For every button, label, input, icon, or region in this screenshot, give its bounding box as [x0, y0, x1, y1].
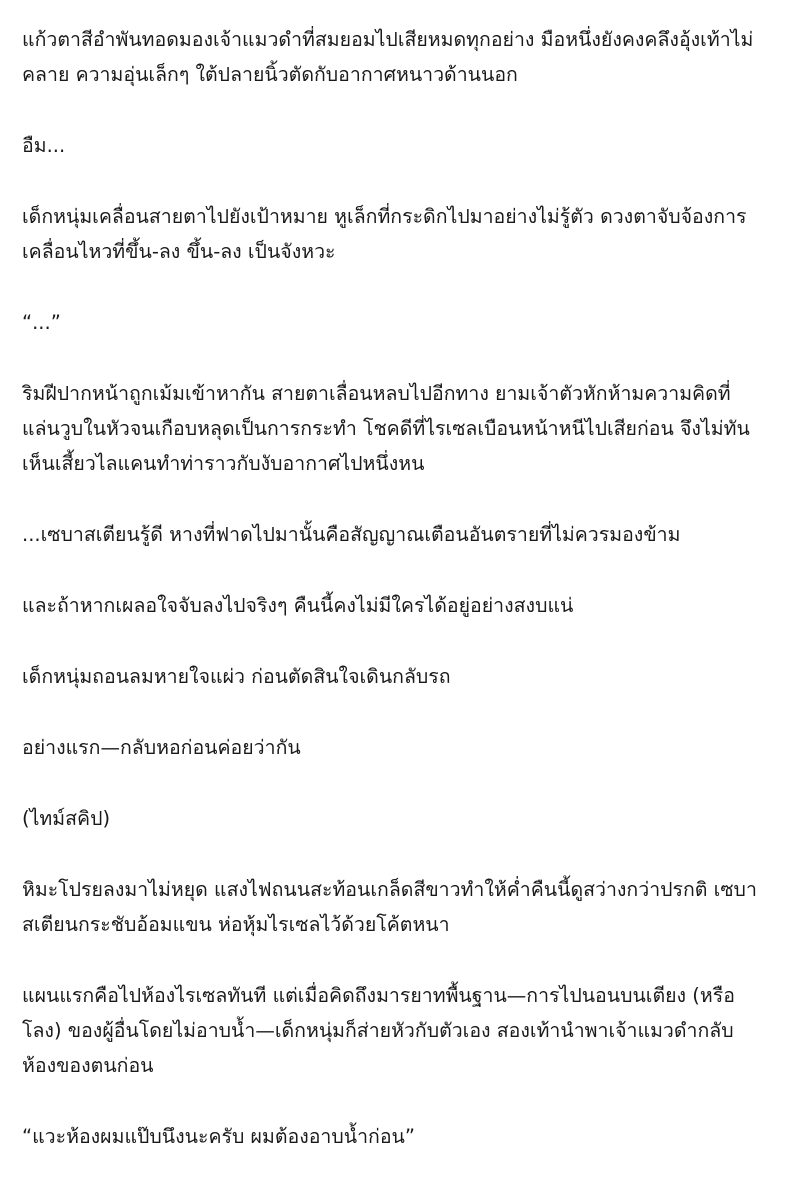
text-line: ห้องของตนก่อน	[22, 1054, 154, 1077]
text-line: เด็กหนุ่มถอนลมหายใจแผ่ว ก่อนตัดสินใจเดินกลับรถ	[22, 665, 451, 688]
paragraph-2	[22, 128, 792, 163]
paragraph-9	[22, 730, 792, 765]
text-line: เห็นเสี้ยวไลแคนทำท่าราวกับงับอากาศไปหนึ่งหน	[22, 452, 425, 475]
paragraph-7	[22, 588, 792, 623]
text-line: “...”	[22, 311, 61, 334]
paragraph-13	[22, 1119, 792, 1154]
text-line: ...เซบาสเตียนรู้ดี หางที่ฟาดไปมานั้นคือสัญญาณเตือนอันตรายที่ไม่ควรมองข้าม	[22, 523, 681, 546]
paragraph-12	[22, 978, 792, 1083]
text-line: เคลื่อนไหวที่ขึ้น-ลง ขึ้น-ลง เป็นจังหวะ	[22, 240, 336, 263]
text-line: คลาย ความอุ่นเล็กๆ ใต้ปลายนิ้วตัดกับอากาศหนาวด้านนอก	[22, 63, 518, 86]
paragraph-8	[22, 659, 792, 694]
paragraph-3	[22, 199, 792, 269]
paragraph-5	[22, 376, 792, 481]
text-line: แก้วตาสีอำพันทอดมองเจ้าแมวดำที่สมยอมไปเสียหมดทุกอย่าง มือหนึ่งยังคงคลึงอุ้งเท้าไม่	[22, 28, 754, 51]
text-line: แผนแรกคือไปห้องไรเซลทันที แต่เมื่อคิดถึงมารยาทพื้นฐาน—การไปนอนบนเตียง (หรือ	[22, 984, 735, 1007]
text-line: (ไทม์สคิป)	[22, 807, 111, 830]
text-line: เด็กหนุ่มเคลื่อนสายตาไปยังเป้าหมาย หูเล็กที่กระดิกไปมาอย่างไม่รู้ตัว ดวงตาจับจ้องการ	[22, 205, 747, 228]
text-line: “แวะห้องผมแป๊บนึงนะครับ ผมต้องอาบน้ำก่อน”	[22, 1125, 415, 1148]
text-line: แล่นวูบในหัวจนเกือบหลุดเป็นการกระทำ โชคดีที่ไรเซลเบือนหน้าหนีไปเสียก่อน จึงไม่ทัน	[22, 417, 750, 440]
text-line: อย่างแรก—กลับหอก่อนค่อยว่ากัน	[22, 736, 301, 759]
text-line: หิมะโปรยลงมาไม่หยุด แสงไฟถนนสะท้อนเกล็ดสีขาวทำให้ค่ำคืนนี้ดูสว่างกว่าปรกติ เซบา	[22, 878, 757, 901]
text-line: ริมฝีปากหน้าถูกเม้มเข้าหากัน สายตาเลื่อนหลบไปอีกทาง ยามเจ้าตัวหักห้ามความคิดที่	[22, 382, 731, 405]
text-line: และถ้าหากเผลอใจจับลงไปจริงๆ คืนนี้คงไม่มีใครได้อยู่อย่างสงบแน่	[22, 594, 574, 617]
text-line: สเตียนกระชับอ้อมแขน ห่อหุ้มไรเซลไว้ด้วยโค้ตหนา	[22, 913, 450, 936]
paragraph-11	[22, 872, 792, 942]
paragraph-4	[22, 305, 792, 340]
paragraph-1	[22, 22, 792, 92]
paragraph-6	[22, 517, 792, 552]
story-text	[22, 22, 792, 1190]
text-line: โลง) ของผู้อื่นโดยไม่อาบน้ำ—เด็กหนุ่มก็ส่ายหัวกับตัวเอง สองเท้านำพาเจ้าแมวดำกลับ	[22, 1019, 734, 1042]
paragraph-10	[22, 801, 792, 836]
text-line: อืม...	[22, 134, 66, 157]
